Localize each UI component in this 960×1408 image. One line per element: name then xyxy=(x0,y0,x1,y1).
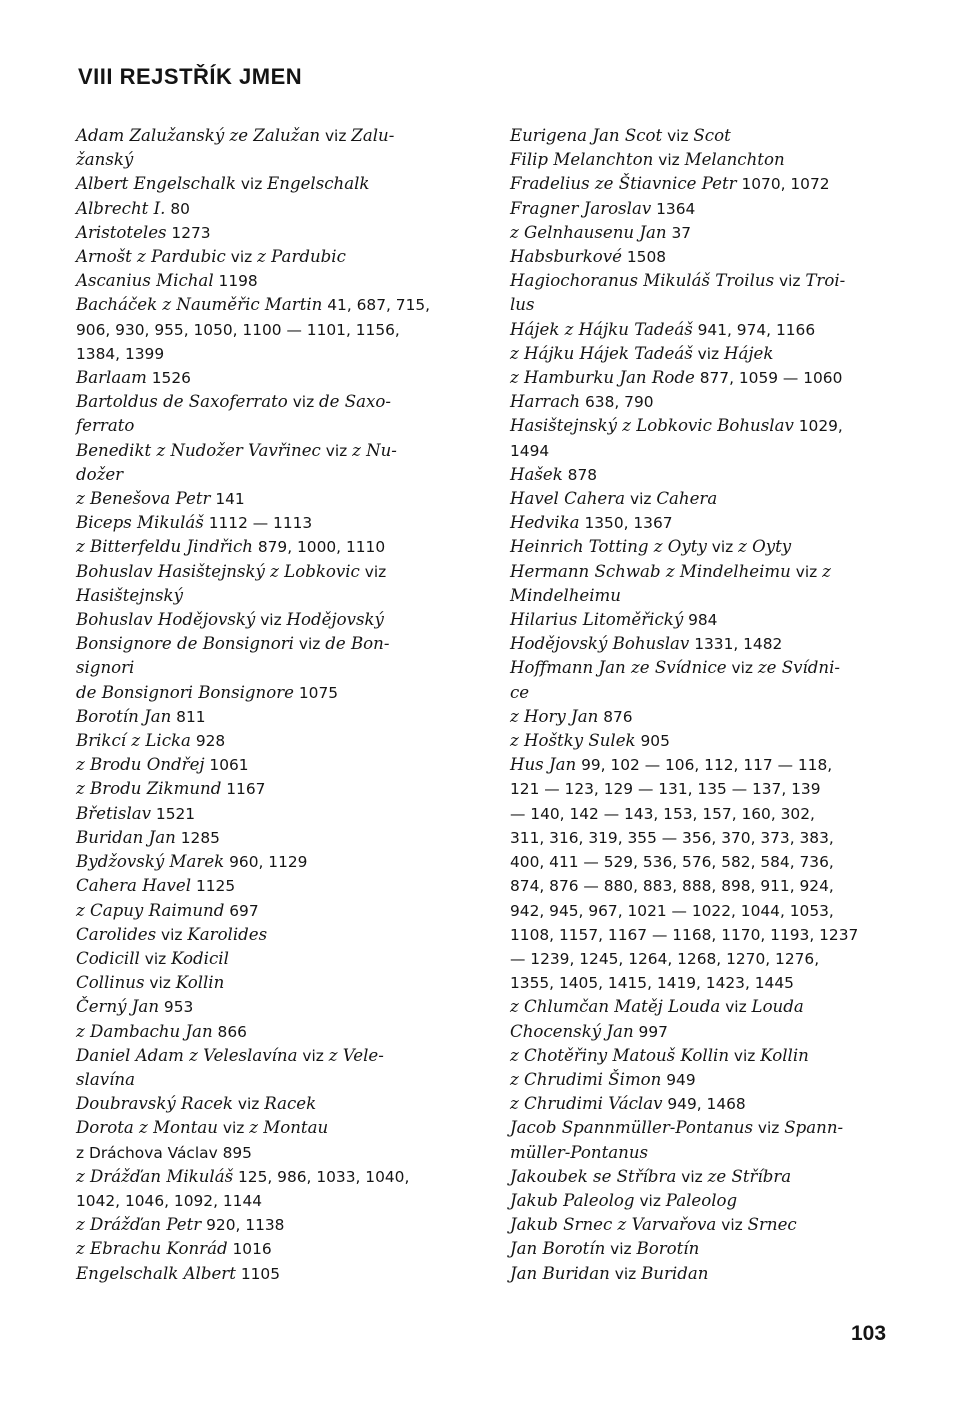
entry-name: Collinus xyxy=(76,973,145,993)
entry-pages: 1384, 1399 xyxy=(76,344,165,363)
entry-pages: viz xyxy=(726,659,758,678)
entry-name: ferrato xyxy=(76,416,135,436)
entry-name: dožer xyxy=(76,464,124,484)
index-line xyxy=(76,535,452,559)
entry-pages: 125, 986, 1033, 1040, xyxy=(233,1167,410,1186)
index-line xyxy=(76,850,452,874)
index-line xyxy=(510,995,886,1019)
index-line xyxy=(76,269,452,293)
index-line xyxy=(510,463,886,487)
page-number: 103 xyxy=(851,1322,887,1345)
entry-name: Chocenský Jan xyxy=(510,1021,634,1041)
entry-pages: 1273 xyxy=(166,223,211,242)
entry-pages: 1331, 1482 xyxy=(689,635,783,654)
index-line xyxy=(510,777,886,801)
index-line xyxy=(510,318,886,342)
index-line xyxy=(76,197,452,221)
entry-name: Heinrich Totting z Oyty xyxy=(510,537,707,557)
entry-pages: 920, 1138 xyxy=(201,1216,285,1235)
index-line xyxy=(76,487,452,511)
index-line xyxy=(76,293,452,317)
index-line xyxy=(76,874,452,898)
entry-name: Ascanius Michal xyxy=(76,271,214,291)
entry-name: Daniel Adam z Veleslavína xyxy=(76,1045,298,1065)
index-line xyxy=(510,487,886,511)
index-column-right xyxy=(510,124,886,1286)
entry-pages: viz xyxy=(692,344,724,363)
index-line xyxy=(76,777,452,801)
entry-pages: 1167 xyxy=(221,780,266,799)
index-line xyxy=(76,1092,452,1116)
entry-pages: 80 xyxy=(165,199,190,218)
entry-name: Jacob Spannmüller-Pontanus xyxy=(510,1118,753,1138)
entry-name: Buridan Jan xyxy=(76,827,176,847)
index-line xyxy=(510,971,886,995)
index-column-left xyxy=(76,124,452,1286)
entry-pages: viz xyxy=(706,538,739,557)
entry-name: Benedikt z Nudožer Vavřinec xyxy=(76,440,321,460)
entry-name: Scot xyxy=(693,126,731,145)
entry-name: Filip Melanchton xyxy=(510,150,654,170)
entry-pages: 878 xyxy=(562,465,598,484)
index-line xyxy=(510,899,886,923)
entry-name: Brikcí z Licka xyxy=(76,731,191,751)
entry-name: Arnošt z Pardubic xyxy=(76,247,226,267)
entry-pages: 879, 1000, 1110 xyxy=(252,538,386,557)
index-line xyxy=(76,899,452,923)
index-line xyxy=(76,124,452,148)
entry-pages: 941, 974, 1166 xyxy=(692,320,816,339)
entry-name: Hodějovský xyxy=(286,610,384,630)
entry-pages: viz xyxy=(359,562,387,581)
index-line xyxy=(510,753,886,777)
entry-pages: 400, 411 — 529, 536, 576, 582, 584, 736, xyxy=(510,853,834,872)
index-line xyxy=(510,1068,886,1092)
entry-pages: 1285 xyxy=(175,828,220,847)
entry-name: z Capuy Raimund xyxy=(76,900,225,920)
entry-name: Racek xyxy=(264,1094,317,1114)
entry-pages: viz xyxy=(232,1095,265,1114)
index-line xyxy=(510,366,886,390)
entry-name: z Chrudimi Václav xyxy=(510,1094,663,1114)
index-line xyxy=(76,1189,452,1213)
entry-name: Cahera xyxy=(656,489,718,509)
entry-name: Louda xyxy=(751,997,804,1017)
index-line xyxy=(76,1020,452,1044)
entry-name: z Brodu Zikmund xyxy=(76,779,222,799)
entry-name: Carolides xyxy=(76,924,157,944)
entry-pages: 1521 xyxy=(151,804,196,823)
entry-name: Bartoldus de Saxoferrato xyxy=(76,392,288,412)
entry-pages: 874, 876 — 880, 883, 888, 898, 911, 924, xyxy=(510,877,834,896)
entry-name: Harrach xyxy=(510,392,581,412)
entry-name: z Montau xyxy=(249,1118,329,1138)
index-line xyxy=(510,390,886,414)
index-line xyxy=(510,1044,886,1068)
index-line xyxy=(76,463,452,487)
entry-pages: 877, 1059 — 1060 xyxy=(694,369,843,388)
entry-pages: 1016 xyxy=(227,1240,272,1259)
entry-pages: viz xyxy=(609,1264,642,1283)
index-line xyxy=(76,245,452,269)
entry-name: z Pardubic xyxy=(257,247,346,267)
entry-pages: 1108, 1157, 1167 — 1168, 1170, 1193, 1237 xyxy=(510,925,859,944)
entry-pages: viz xyxy=(605,1240,637,1259)
index-line xyxy=(76,1044,452,1068)
entry-name: z Ebrachu Konrád xyxy=(76,1239,228,1259)
entry-name: Hoffmann Jan ze Svídnice xyxy=(510,658,727,678)
entry-pages: 866 xyxy=(212,1022,247,1041)
entry-pages: 638, 790 xyxy=(580,393,654,412)
entry-name: Hagiochoranus Mikuláš Troilus xyxy=(510,271,775,291)
entry-name: ze Stříbra xyxy=(707,1166,792,1186)
entry-pages: viz xyxy=(320,127,352,145)
entry-pages: viz xyxy=(297,1046,329,1065)
entry-pages: 1105 xyxy=(235,1264,280,1283)
entry-name: Engelschalk xyxy=(267,174,370,194)
index-line xyxy=(510,947,886,971)
index-line xyxy=(510,923,886,947)
index-line xyxy=(510,560,886,584)
entry-name: lus xyxy=(510,295,535,315)
entry-pages: 1508 xyxy=(621,248,667,267)
index-line xyxy=(510,511,886,535)
entry-name: z Nu- xyxy=(352,440,397,460)
entry-name: Adam Zalužanský ze Zalužan xyxy=(76,126,321,145)
index-line xyxy=(510,1165,886,1189)
entry-name: Jan Borotín xyxy=(510,1239,606,1259)
index-line xyxy=(510,197,886,221)
index-line xyxy=(76,802,452,826)
entry-pages: 1355, 1405, 1415, 1419, 1423, 1445 xyxy=(510,974,794,993)
entry-name: de Saxo- xyxy=(319,392,391,412)
entry-pages: viz xyxy=(716,1216,748,1235)
entry-name: žanský xyxy=(76,150,134,170)
index-line xyxy=(510,221,886,245)
index-line xyxy=(510,1020,886,1044)
entry-name: Aristoteles xyxy=(76,222,167,242)
entry-pages: viz xyxy=(287,393,320,412)
entry-pages: viz xyxy=(634,1191,666,1210)
entry-name: z Hoštky Sulek xyxy=(510,731,636,751)
entry-name: Borotín Jan xyxy=(76,706,172,726)
index-line xyxy=(510,802,886,826)
entry-pages: 1350, 1367 xyxy=(579,514,673,533)
entry-name: z Oyty xyxy=(738,537,792,557)
entry-pages: 697 xyxy=(224,901,259,920)
entry-pages: viz xyxy=(156,925,188,944)
entry-pages: 1198 xyxy=(213,272,258,291)
entry-pages: 1075 xyxy=(293,683,339,702)
entry-pages: 121 — 123, 129 — 131, 135 — 137, 139 xyxy=(510,780,821,799)
entry-name: Doubravský Racek xyxy=(76,1094,233,1114)
entry-name: Zalu- xyxy=(351,126,395,145)
entry-pages: viz xyxy=(255,611,287,630)
entry-pages: 960, 1129 xyxy=(224,853,308,872)
entry-pages: 906, 930, 955, 1050, 1100 — 1101, 1156, xyxy=(76,320,400,339)
entry-name: Hájek xyxy=(723,343,774,363)
entry-name: Troi- xyxy=(805,271,846,291)
entry-name: de Bon- xyxy=(325,634,390,654)
index-line xyxy=(510,148,886,172)
entry-pages: viz xyxy=(653,151,685,170)
index-line xyxy=(76,753,452,777)
entry-name: z Hájku Hájek Tadeáš xyxy=(510,343,693,363)
entry-name: Hilarius Litoměřický xyxy=(510,610,684,630)
index-line xyxy=(76,1262,452,1286)
index-line xyxy=(76,729,452,753)
entry-name: Engelschalk Albert xyxy=(76,1263,236,1283)
entry-name: Bohuslav Hodějovský xyxy=(76,610,256,630)
entry-pages: — 1239, 1245, 1264, 1268, 1270, 1276, xyxy=(510,949,820,968)
index-line xyxy=(76,971,452,995)
entry-pages: viz xyxy=(790,562,823,581)
index-line xyxy=(76,148,452,172)
index-line xyxy=(76,172,452,196)
entry-pages: 311, 316, 319, 355 — 356, 370, 373, 383, xyxy=(510,828,834,847)
entry-pages: 905 xyxy=(635,732,670,751)
entry-name: Paleolog xyxy=(665,1190,738,1210)
entry-name: z xyxy=(822,561,831,581)
entry-name: z Chrudimi Šimon xyxy=(510,1069,662,1089)
entry-pages: 1061 xyxy=(204,756,249,775)
index-line xyxy=(510,705,886,729)
index-line xyxy=(510,826,886,850)
index-line xyxy=(510,535,886,559)
entry-name: Borotín xyxy=(636,1239,700,1259)
index-line xyxy=(76,318,452,342)
entry-pages: 811 xyxy=(171,707,206,726)
entry-pages: viz xyxy=(625,490,657,509)
entry-pages: viz xyxy=(320,441,353,460)
index-line xyxy=(510,172,886,196)
entry-name: Jakub Srnec z Varvařova xyxy=(510,1215,717,1235)
entry-name: Jan Buridan xyxy=(510,1263,610,1283)
entry-name: Barlaam xyxy=(76,368,147,388)
index-line xyxy=(510,632,886,656)
index-line xyxy=(76,584,452,608)
entry-name: z Bitterfeldu Jindřich xyxy=(76,537,253,557)
entry-name: de Bonsignori Bonsignore xyxy=(76,682,294,702)
entry-name: z Brodu Ondřej xyxy=(76,755,205,775)
index-line xyxy=(76,681,452,705)
entry-pages: 953 xyxy=(159,998,194,1017)
entry-name: Kodicil xyxy=(171,948,229,968)
entry-name: Karolides xyxy=(187,924,268,944)
index-line xyxy=(510,584,886,608)
entry-pages: 1125 xyxy=(191,877,236,896)
index-line xyxy=(510,342,886,366)
index-line xyxy=(510,1092,886,1116)
index-line xyxy=(510,1116,886,1140)
entry-pages: viz xyxy=(753,1119,785,1138)
entry-pages: 1494 xyxy=(510,441,550,460)
entry-pages: 141 xyxy=(210,490,245,509)
entry-name: Cahera Havel xyxy=(76,876,192,896)
entry-pages: 1112 — 1113 xyxy=(203,514,313,533)
entry-name: Hasištejnský xyxy=(76,585,183,605)
index-line xyxy=(510,269,886,293)
entry-name: z Drážďan Mikuláš xyxy=(76,1166,234,1186)
entry-name: Habsburkové xyxy=(510,247,622,267)
entry-name: signori xyxy=(76,658,135,678)
entry-name: Kollin xyxy=(760,1045,809,1065)
index-line xyxy=(76,826,452,850)
index-line xyxy=(76,221,452,245)
index-line xyxy=(510,245,886,269)
index-line xyxy=(76,1116,452,1140)
index-line xyxy=(76,560,452,584)
index-line xyxy=(76,1068,452,1092)
index-line xyxy=(76,947,452,971)
entry-pages: 1526 xyxy=(146,369,191,388)
entry-pages: z Dráchova Václav 895 xyxy=(76,1143,252,1162)
entry-name: Hodějovský Bohuslav xyxy=(510,634,690,654)
index-line xyxy=(510,414,886,438)
index-line xyxy=(76,342,452,366)
entry-pages: 37 xyxy=(666,223,692,242)
entry-name: Hájek z Hájku Tadeáš xyxy=(510,319,693,339)
entry-name: Bacháček z Nauměřic Martin xyxy=(76,295,323,315)
entry-pages: — 140, 142 — 143, 153, 157, 160, 302, xyxy=(510,804,815,823)
entry-name: z Dambachu Jan xyxy=(76,1021,213,1041)
entry-pages: viz xyxy=(218,1119,250,1138)
entry-name: ce xyxy=(510,682,530,702)
section-heading: VIII REJSTŘÍK JMEN xyxy=(78,64,303,89)
entry-pages: 997 xyxy=(633,1022,668,1041)
index-line xyxy=(510,439,886,463)
index-line xyxy=(76,995,452,1019)
index-line xyxy=(76,1141,452,1165)
entry-pages: viz xyxy=(293,635,326,654)
entry-name: Bohuslav Hasištejnský z Lobkovic xyxy=(76,561,360,581)
index-line xyxy=(76,608,452,632)
index-line xyxy=(510,124,886,148)
entry-name: Hasištejnský z Lobkovic Bohuslav xyxy=(510,416,794,436)
index-line xyxy=(76,414,452,438)
entry-name: Srnec xyxy=(747,1215,797,1235)
entry-name: Černý Jan xyxy=(76,997,160,1017)
entry-pages: viz xyxy=(144,974,176,993)
entry-pages: 984 xyxy=(683,611,718,630)
index-line xyxy=(76,705,452,729)
entry-name: Eurigena Jan Scot xyxy=(510,126,663,145)
index-line xyxy=(76,439,452,463)
entry-name: Albrecht I. xyxy=(76,198,166,218)
entry-pages: viz xyxy=(729,1046,761,1065)
index-line xyxy=(510,729,886,753)
entry-name: z Gelnhausenu Jan xyxy=(510,222,667,242)
entry-pages: viz xyxy=(235,175,268,194)
entry-pages: 1042, 1046, 1092, 1144 xyxy=(76,1191,263,1210)
entry-name: Fragner Jaroslav xyxy=(510,198,652,218)
entry-pages: 99, 102 — 106, 112, 117 — 118, xyxy=(576,756,833,775)
entry-pages: 876 xyxy=(598,707,633,726)
index-line xyxy=(510,1141,886,1165)
entry-pages: 1070, 1072 xyxy=(736,175,830,194)
entry-name: Codicill xyxy=(76,948,140,968)
entry-name: Hermann Schwab z Mindelheimu xyxy=(510,561,791,581)
entry-pages: 928 xyxy=(190,732,226,751)
index-line xyxy=(76,366,452,390)
index-line xyxy=(510,1189,886,1213)
entry-name: Hedvika xyxy=(510,513,580,533)
index-line xyxy=(76,1213,452,1237)
entry-name: Dorota z Montau xyxy=(76,1118,218,1138)
entry-name: Biceps Mikuláš xyxy=(76,513,204,533)
entry-name: Fradelius ze Štiavnice Petr xyxy=(510,174,737,194)
entry-pages: viz xyxy=(225,248,258,267)
entry-name: müller-Pontanus xyxy=(510,1142,649,1162)
entry-name: Melanchton xyxy=(684,150,785,170)
index-line xyxy=(76,632,452,656)
index-line xyxy=(510,293,886,317)
index-line xyxy=(76,656,452,680)
index-line xyxy=(510,1262,886,1286)
entry-name: z Hory Jan xyxy=(510,706,599,726)
entry-name: Břetislav xyxy=(76,803,152,823)
entry-name: z Benešova Petr xyxy=(76,489,211,509)
entry-name: Bydžovský Marek xyxy=(76,852,225,872)
index-line xyxy=(76,390,452,414)
entry-pages: viz xyxy=(662,127,694,145)
entry-name: Spann- xyxy=(784,1118,844,1138)
entry-name: Jakoubek se Stříbra xyxy=(510,1166,677,1186)
entry-pages: 1029, xyxy=(793,417,843,436)
entry-pages: viz xyxy=(720,998,752,1017)
entry-name: Havel Cahera xyxy=(510,489,626,509)
entry-pages: viz xyxy=(139,949,172,968)
entry-name: z Chlumčan Matěj Louda xyxy=(510,997,721,1017)
entry-name: z Vele- xyxy=(328,1045,384,1065)
entry-name: z Hamburku Jan Rode xyxy=(510,368,695,388)
index-line xyxy=(510,1237,886,1261)
entry-name: ze Svídni- xyxy=(757,658,840,678)
entry-pages: 942, 945, 967, 1021 — 1022, 1044, 1053, xyxy=(510,901,834,920)
index-line xyxy=(510,1213,886,1237)
entry-pages: viz xyxy=(676,1167,708,1186)
entry-name: Bonsignore de Bonsignori xyxy=(76,634,294,654)
entry-name: Jakub Paleolog xyxy=(510,1190,635,1210)
index-line xyxy=(510,656,886,680)
entry-pages: viz xyxy=(774,272,806,291)
index-line xyxy=(76,923,452,947)
entry-name: Hašek xyxy=(510,464,563,484)
entry-pages: 949 xyxy=(661,1070,696,1089)
index-line xyxy=(76,511,452,535)
entry-pages: 41, 687, 715, xyxy=(322,296,431,315)
index-line xyxy=(510,608,886,632)
entry-name: Albert Engelschalk xyxy=(76,174,236,194)
index-line xyxy=(510,874,886,898)
entry-pages: 949, 1468 xyxy=(662,1095,746,1114)
entry-name: Kollin xyxy=(175,973,225,993)
entry-name: z Chotěřiny Matouš Kollin xyxy=(510,1045,730,1065)
index-line xyxy=(76,1165,452,1189)
entry-name: slavína xyxy=(76,1069,135,1089)
entry-pages: 1364 xyxy=(651,199,696,218)
index-line xyxy=(510,681,886,705)
index-line xyxy=(510,850,886,874)
entry-name: Mindelheimu xyxy=(510,585,621,605)
entry-name: Hus Jan xyxy=(510,755,577,775)
entry-name: Buridan xyxy=(641,1263,709,1283)
index-line xyxy=(76,1237,452,1261)
entry-name: z Drážďan Petr xyxy=(76,1215,202,1235)
